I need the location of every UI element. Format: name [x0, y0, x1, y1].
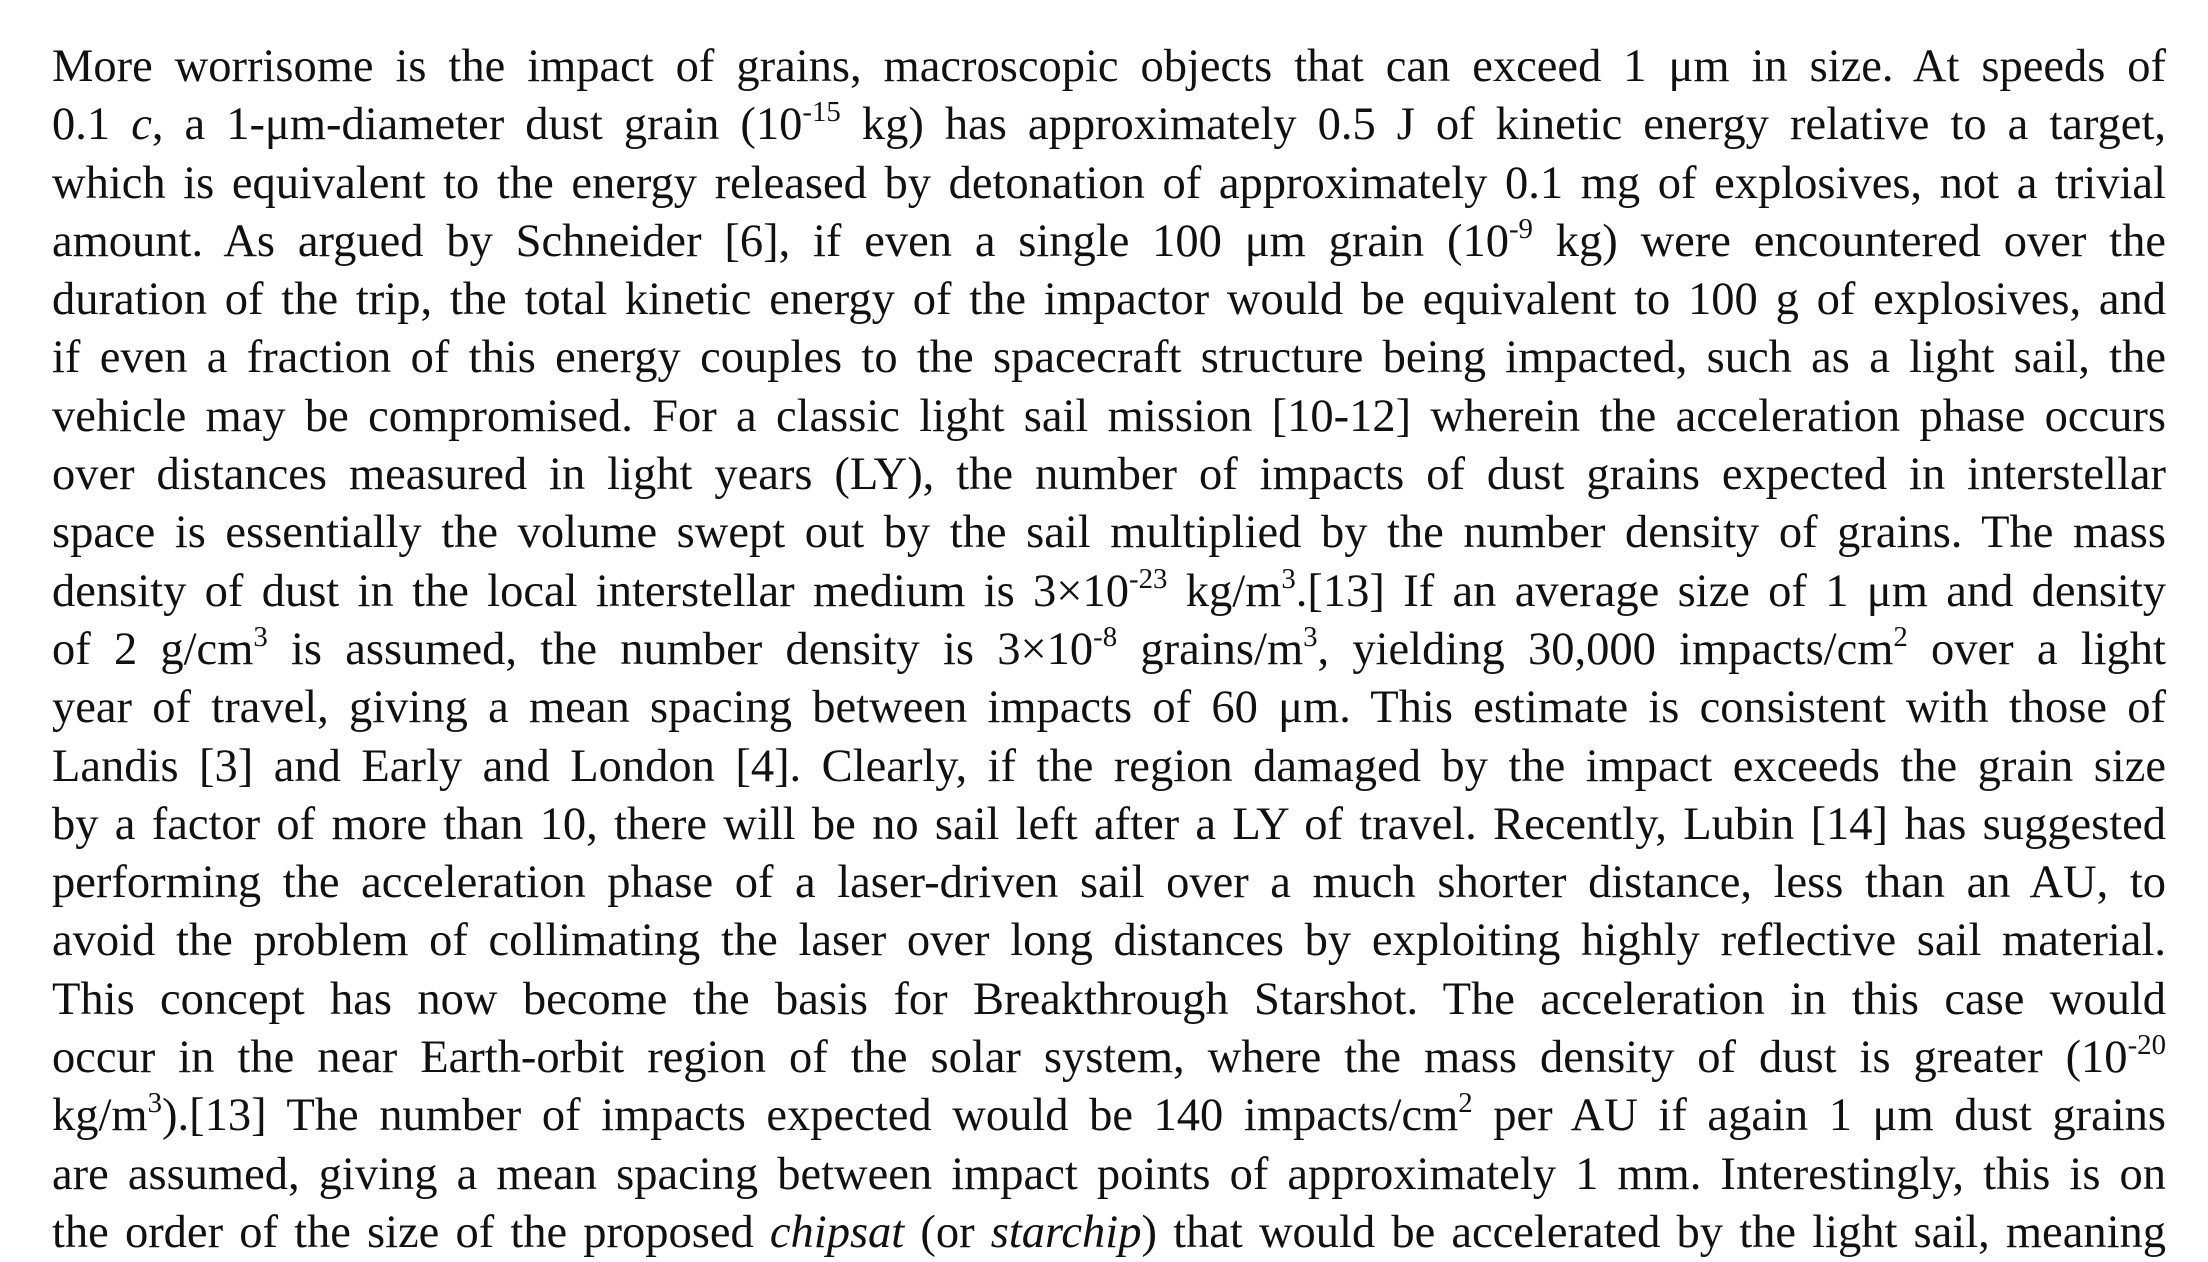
text-segment: grains/m — [1117, 623, 1304, 675]
text-segment: 0.1 — [52, 99, 132, 151]
text-line — [52, 155, 2166, 213]
text-segment: More worrisome is the impact of grains, macroscopic objects that can exceed 1 μm in size. At speeds of — [52, 41, 2166, 92]
text-segment: This concept has now become the basis for Breakthrough Starshot. The acceleration in this case would — [52, 973, 2166, 1025]
text-line — [52, 971, 2166, 1029]
text-line — [52, 1146, 2166, 1204]
superscript: 3 — [147, 1087, 163, 1120]
text-line — [52, 38, 2166, 96]
text-line — [52, 679, 2166, 737]
text-line — [52, 854, 2166, 912]
superscript: 3 — [253, 621, 268, 654]
text-segment: kg/m — [1167, 565, 1282, 617]
text-line — [52, 446, 2166, 504]
superscript: -9 — [1508, 213, 1533, 246]
text-line — [52, 796, 2166, 854]
text-line — [52, 1087, 2166, 1145]
text-segment: of 2 g/cm — [52, 623, 254, 675]
text-line — [52, 271, 2166, 329]
text-line — [52, 213, 2166, 271]
text-segment: kg) were encountered over the — [1532, 215, 2166, 267]
text-segment: .[13] If an average size of 1 μm and density — [1295, 565, 2167, 617]
text-segment: per AU if again 1 μm dust grains — [1472, 1090, 2166, 1142]
superscript: 3 — [1303, 621, 1318, 654]
text-segment: are assumed, giving a mean spacing between impact points of approximately 1 mm. Interestingly, this is on — [52, 1148, 2166, 1200]
text-line — [52, 1029, 2166, 1087]
text-segment: occur in the near Earth-orbit region of the solar system, where the mass density of dust is greater (10 — [52, 1032, 2128, 1084]
text-segment: by a factor of more than 10, there will be no sail left after a LY of travel. Recently, Lubin [14] has suggested — [52, 798, 2166, 850]
superscript: -15 — [802, 96, 841, 129]
text-segment: vehicle may be compromised. For a classic light sail mission [10-12] wherein the acceleration phase occurs — [52, 390, 2166, 442]
superscript: 2 — [1893, 621, 1908, 654]
text-line — [52, 504, 2166, 562]
text-segment: density of dust in the local interstellar medium is 3×10 — [52, 565, 1130, 617]
text-line — [52, 96, 2166, 154]
text-segment: (or — [904, 1206, 991, 1258]
superscript: -20 — [2127, 1029, 2166, 1062]
italic-term: c — [131, 99, 152, 151]
text-line — [52, 912, 2166, 970]
text-segment: kg) has approximately 0.5 J of kinetic energy relative to a target, — [840, 99, 2166, 151]
text-line — [52, 738, 2166, 796]
text-segment: kg/m — [52, 1090, 148, 1142]
text-segment: , yielding 30,000 impacts/cm — [1317, 623, 1894, 675]
text-segment: which is equivalent to the energy released by detonation of approximately 0.1 mg of explosives, not a trivial — [52, 157, 2166, 209]
text-line — [52, 563, 2166, 621]
text-segment: amount. As argued by Schneider [6], if even a single 100 μm grain (10 — [52, 215, 1509, 267]
text-segment: over a light — [1907, 623, 2166, 675]
text-segment: ).[13] The number of impacts expected would be 140 impacts/cm — [162, 1090, 1459, 1142]
text-segment: over distances measured in light years (LY), the number of impacts of dust grains expected in interstellar — [52, 449, 2166, 501]
text-segment: if even a fraction of this energy couples to the spacecraft structure being impacted, such as a light sail, the — [52, 332, 2166, 384]
text-segment: the order of the size of the proposed — [52, 1206, 770, 1258]
text-line — [52, 388, 2166, 446]
superscript: 2 — [1458, 1087, 1473, 1120]
text-line — [52, 1204, 2166, 1262]
text-line — [52, 329, 2166, 387]
text-segment: , a 1-μm-diameter dust grain (10 — [151, 99, 803, 151]
text-segment: performing the acceleration phase of a laser-driven sail over a much shorter distance, less than an AU, to — [52, 857, 2166, 909]
text-segment: duration of the trip, the total kinetic energy of the impactor would be equivalent to 100 g of explosives, and — [52, 274, 2166, 326]
text-segment: space is essentially the volume swept out by the sail multiplied by the number density of grains. The mass — [52, 507, 2166, 559]
superscript: 3 — [1281, 562, 1296, 595]
text-segment: Landis [3] and Early and London [4]. Clearly, if the region damaged by the impact exceeds the grain size — [52, 740, 2166, 792]
text-segment: is assumed, the number density is 3×10 — [267, 623, 1094, 675]
text-segment: ) that would be accelerated by the light sail, meaning — [1141, 1206, 2167, 1258]
superscript: -23 — [1129, 562, 1168, 595]
italic-term: starchip — [990, 1206, 1142, 1258]
text-line — [52, 621, 2166, 679]
body-paragraph — [52, 38, 2166, 1262]
text-segment: year of travel, giving a mean spacing between impacts of 60 μm. This estimate is consistent with those of — [52, 682, 2166, 734]
document-page — [52, 38, 2166, 1262]
text-segment: avoid the problem of collimating the laser over long distances by exploiting highly reflective sail material. — [52, 915, 2166, 967]
italic-term: chipsat — [769, 1206, 905, 1258]
superscript: -8 — [1093, 621, 1118, 654]
